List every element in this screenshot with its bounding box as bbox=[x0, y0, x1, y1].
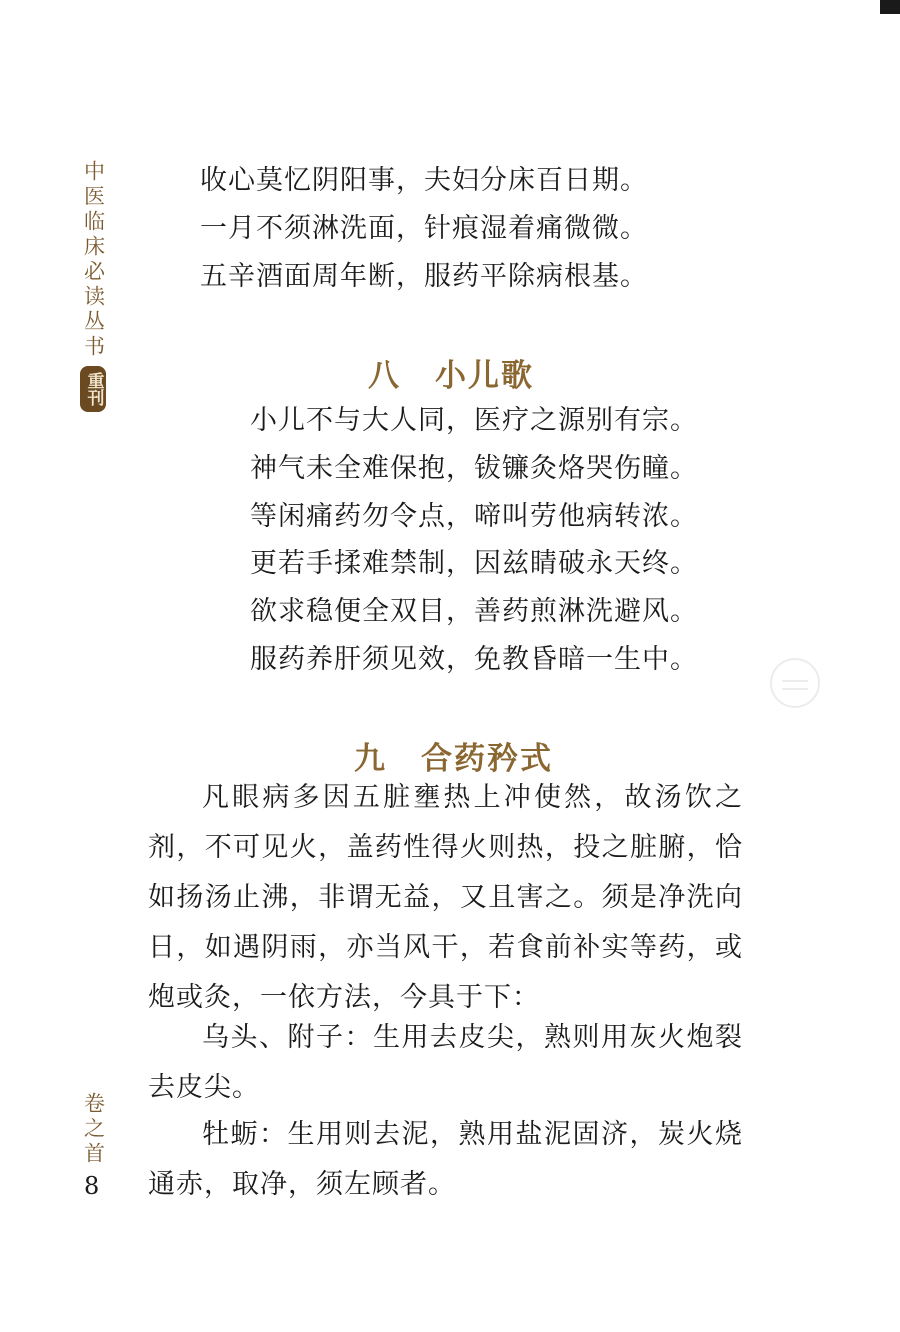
series-title: 中医临床必读丛书 bbox=[81, 160, 106, 360]
section-heading-8 bbox=[368, 350, 534, 395]
series-title-vertical bbox=[78, 160, 108, 412]
section-number: 八 bbox=[368, 358, 401, 394]
paragraph: 乌头、附子：生用去皮尖，熟则用灰火炮裂去皮尖。 bbox=[148, 1022, 743, 1103]
verse-line: 欲求稳便全双目，善药煎淋洗避风。 bbox=[250, 596, 698, 627]
corner-mark bbox=[880, 0, 900, 14]
section-number: 九 bbox=[354, 741, 387, 777]
paragraph: 牡蛎：生用则去泥，熟用盐泥固济，炭火烧通赤，取净，须左顾者。 bbox=[148, 1119, 743, 1200]
verse-line: 小儿不与大人同，医疗之源别有宗。 bbox=[250, 405, 698, 436]
volume-label: 卷之首 bbox=[81, 1092, 106, 1167]
verse-line: 五辛酒面周年断，服药平除病根基。 bbox=[200, 261, 648, 292]
verse-line: 等闲痛药勿令点，啼叫劳他病转浓。 bbox=[250, 501, 698, 532]
section-heading-9 bbox=[354, 733, 553, 778]
verse-line: 一月不须淋洗面，针痕湿着痛微微。 bbox=[200, 213, 648, 244]
section-title: 合药矜式 bbox=[421, 741, 553, 777]
verse-line: 服药养肝须见效，免教昏暗一生中。 bbox=[250, 644, 698, 675]
watermark-seal-icon bbox=[770, 658, 820, 708]
volume-label-vertical bbox=[78, 1092, 108, 1167]
section-title: 小儿歌 bbox=[435, 358, 534, 394]
verse-line: 神气未全难保抱，钹镰灸烙哭伤瞳。 bbox=[250, 453, 698, 484]
verse-line: 更若手揉难禁制，因兹睛破永天终。 bbox=[250, 548, 698, 579]
page-number: 8 bbox=[84, 1172, 100, 1200]
paragraph: 凡眼病多因五脏壅热上冲使然，故汤饮之剂，不可见火，盖药性得火则热，投之脏腑，恰如扬汤止沸，非谓无益，又且害之。须是净洗向日，如遇阴雨，亦当风干，若食前补实等药，或炮或灸，一依方法，今具于下： bbox=[148, 782, 743, 1013]
reissue-badge: 重刊 bbox=[80, 366, 106, 412]
verse-line: 收心莫忆阴阳事，夫妇分床百日期。 bbox=[200, 165, 648, 196]
